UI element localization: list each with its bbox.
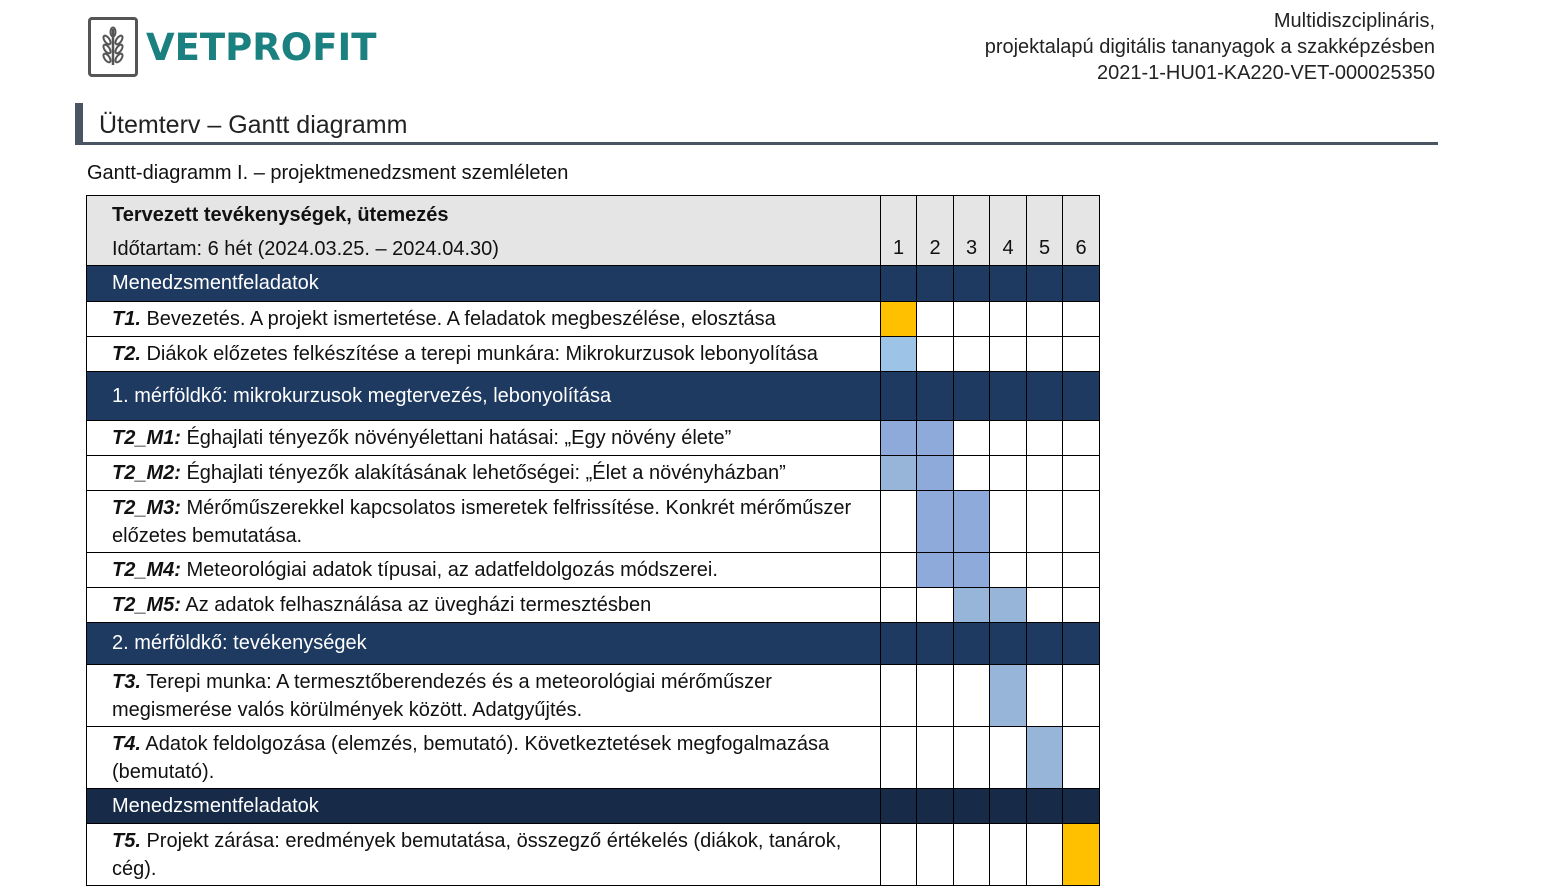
section-week-cell: [881, 372, 917, 421]
gantt-empty-cell: [1063, 421, 1100, 456]
gantt-task-row: [87, 337, 1100, 372]
section-week-cell: [990, 623, 1027, 665]
gantt-task-row: [87, 553, 1100, 588]
gantt-empty-cell: [881, 665, 917, 727]
gantt-empty-cell: [990, 727, 1027, 789]
gantt-task-row: [87, 491, 1100, 553]
gantt-empty-cell: [954, 302, 990, 337]
task-description: [87, 588, 881, 623]
gantt-task-row: [87, 588, 1100, 623]
gantt-empty-cell: [1027, 337, 1063, 372]
section-label: 1. mérföldkő: mikrokurzusok megtervezés, lebonyolítása: [87, 372, 881, 421]
task-description: [87, 727, 881, 789]
gantt-bar-cell: [1063, 824, 1100, 886]
section-week-cell: [917, 266, 954, 302]
task-description: [87, 553, 881, 588]
gantt-empty-cell: [954, 337, 990, 372]
gantt-empty-cell: [917, 337, 954, 372]
gantt-empty-cell: [954, 421, 990, 456]
gantt-empty-cell: [954, 665, 990, 727]
task-code: T2_M5:: [112, 594, 181, 616]
gantt-task-row: [87, 824, 1100, 886]
gantt-section-row: [87, 266, 1100, 302]
gantt-bar-cell: [881, 456, 917, 491]
gantt-empty-cell: [917, 665, 954, 727]
gantt-empty-cell: [1063, 456, 1100, 491]
gantt-empty-cell: [990, 337, 1027, 372]
gantt-bar-cell: [990, 665, 1027, 727]
gantt-empty-cell: [881, 553, 917, 588]
section-week-cell: [881, 623, 917, 665]
gantt-table: [86, 195, 1100, 886]
week-header-4: 4: [990, 196, 1027, 266]
gantt-bar-cell: [917, 491, 954, 553]
gantt-empty-cell: [990, 491, 1027, 553]
task-description: [87, 302, 881, 337]
header-line-2: projektalapú digitális tananyagok a szakképzésben: [984, 36, 1435, 58]
gantt-empty-cell: [1027, 302, 1063, 337]
gantt-task-row: [87, 302, 1100, 337]
section-week-cell: [1063, 372, 1100, 421]
week-header-3: 3: [954, 196, 990, 266]
section-title: Ütemterv – Gantt diagramm: [75, 103, 1438, 145]
gantt-empty-cell: [881, 588, 917, 623]
task-text: Projekt zárása: eredmények bemutatása, összegző értékelés (diákok, tanárok, cég).: [112, 829, 842, 880]
gantt-empty-cell: [990, 824, 1027, 886]
task-code: T2_M2:: [112, 462, 181, 484]
section-week-cell: [1063, 623, 1100, 665]
task-text: Diákok előzetes felkészítése a terepi munkára: Mikrokurzusok lebonyolítása: [146, 343, 818, 365]
week-header-6: 6: [1063, 196, 1100, 266]
gantt-bar-cell: [917, 421, 954, 456]
section-week-cell: [990, 266, 1027, 302]
task-description: [87, 337, 881, 372]
task-text: Terepi munka: A termesztőberendezés és a meteorológiai mérőműszer megismerése valós körülmények között. Adatgyűjtés.: [112, 670, 772, 721]
task-text: Bevezetés. A projekt ismertetése. A feladatok megbeszélése, elosztása: [146, 308, 776, 330]
task-text: Mérőműszerekkel kapcsolatos ismeretek felfrissítése. Konkrét mérőműszer előzetes bemutatása.: [112, 496, 852, 547]
gantt-bar-cell: [990, 588, 1027, 623]
task-code: T2_M4:: [112, 559, 181, 581]
section-week-cell: [1027, 372, 1063, 421]
gantt-empty-cell: [1063, 665, 1100, 727]
section-week-cell: [1027, 623, 1063, 665]
vetprofit-logo: [88, 15, 377, 79]
task-text: Adatok feldolgozása (elemzés, bemutató). Következtetések megfogalmazása (bemutató).: [112, 732, 830, 783]
project-header: [985, 8, 1435, 86]
logo-text: VETPROFIT: [146, 25, 377, 69]
gantt-empty-cell: [881, 824, 917, 886]
gantt-section-row: [87, 789, 1100, 824]
gantt-empty-cell: [990, 553, 1027, 588]
gantt-empty-cell: [954, 727, 990, 789]
task-description: [87, 824, 881, 886]
gantt-header-row: [87, 196, 1100, 266]
section-label: 2. mérföldkő: tevékenységek: [87, 623, 881, 665]
gantt-empty-cell: [990, 456, 1027, 491]
section-week-cell: [954, 789, 990, 824]
section-week-cell: [881, 789, 917, 824]
header-line-3: 2021-1-HU01-KA220-VET-000025350: [1097, 62, 1435, 84]
gantt-empty-cell: [1027, 456, 1063, 491]
task-code: T2_M3:: [112, 496, 181, 519]
gantt-empty-cell: [917, 302, 954, 337]
gantt-empty-cell: [1063, 491, 1100, 553]
task-text: Meteorológiai adatok típusai, az adatfeldolgozás módszerei.: [186, 559, 718, 581]
task-code: T4.: [112, 732, 141, 755]
gantt-bar-cell: [917, 456, 954, 491]
gantt-empty-cell: [917, 824, 954, 886]
gantt-task-row: [87, 421, 1100, 456]
header-activities-label: Tervezett tevékenységek, ütemezés: [112, 204, 449, 226]
gantt-empty-cell: [1027, 421, 1063, 456]
gantt-bar-cell: [954, 553, 990, 588]
section-week-cell: [917, 789, 954, 824]
gantt-empty-cell: [1027, 665, 1063, 727]
gantt-bar-cell: [881, 421, 917, 456]
section-week-cell: [990, 372, 1027, 421]
gantt-bar-cell: [1027, 727, 1063, 789]
gantt-empty-cell: [990, 302, 1027, 337]
gantt-empty-cell: [881, 727, 917, 789]
gantt-empty-cell: [881, 491, 917, 553]
gantt-bar-cell: [954, 491, 990, 553]
gantt-empty-cell: [917, 727, 954, 789]
section-week-cell: [917, 623, 954, 665]
section-week-cell: [1027, 789, 1063, 824]
section-week-cell: [1063, 789, 1100, 824]
gantt-subtitle: Gantt-diagramm I. – projektmenedzsment szemléleten: [87, 162, 569, 184]
section-label: Menedzsmentfeladatok: [87, 789, 881, 824]
task-text: Az adatok felhasználása az üvegházi termesztésben: [185, 594, 652, 616]
gantt-empty-cell: [1027, 588, 1063, 623]
header-duration-label: Időtartam: 6 hét (2024.03.25. – 2024.04.30): [112, 238, 499, 260]
task-code: T2.: [112, 343, 141, 365]
gantt-header-cell: [87, 196, 881, 266]
gantt-empty-cell: [1063, 588, 1100, 623]
gantt-empty-cell: [954, 824, 990, 886]
gantt-empty-cell: [1063, 553, 1100, 588]
gantt-empty-cell: [954, 456, 990, 491]
week-header-2: 2: [917, 196, 954, 266]
gantt-empty-cell: [1063, 337, 1100, 372]
gantt-empty-cell: [1027, 491, 1063, 553]
gantt-empty-cell: [1063, 727, 1100, 789]
task-code: T5.: [112, 829, 141, 852]
gantt-bar-cell: [917, 553, 954, 588]
gantt-body: [87, 266, 1100, 886]
task-code: T3.: [112, 670, 141, 693]
section-week-cell: [1027, 266, 1063, 302]
gantt-empty-cell: [917, 588, 954, 623]
gantt-bar-cell: [954, 588, 990, 623]
section-label: Menedzsmentfeladatok: [87, 266, 881, 302]
gantt-empty-cell: [1027, 824, 1063, 886]
gantt-task-row: [87, 456, 1100, 491]
section-week-cell: [954, 623, 990, 665]
task-description: [87, 665, 881, 727]
week-header-5: 5: [1027, 196, 1063, 266]
task-code: T2_M1:: [112, 427, 181, 449]
section-week-cell: [954, 372, 990, 421]
section-week-cell: [917, 372, 954, 421]
header-line-1: Multidiszciplináris,: [1273, 10, 1435, 32]
gantt-task-row: [87, 727, 1100, 789]
gantt-empty-cell: [990, 421, 1027, 456]
gantt-section-row: [87, 372, 1100, 421]
week-header-1: 1: [881, 196, 917, 266]
section-week-cell: [881, 266, 917, 302]
gantt-section-row: [87, 623, 1100, 665]
section-week-cell: [954, 266, 990, 302]
section-week-cell: [1063, 266, 1100, 302]
task-code: T1.: [112, 308, 141, 330]
gantt-bar-cell: [881, 302, 917, 337]
task-description: [87, 421, 881, 456]
task-description: [87, 491, 881, 553]
gantt-bar-cell: [881, 337, 917, 372]
task-description: [87, 456, 881, 491]
gantt-empty-cell: [1027, 553, 1063, 588]
section-week-cell: [990, 789, 1027, 824]
task-text: Éghajlati tényezők alakításának lehetőségei: „Élet a növényházban”: [186, 462, 786, 484]
task-text: Éghajlati tényezők növényélettani hatásai: „Egy növény élete”: [186, 427, 732, 449]
wheat-icon: [88, 17, 138, 77]
gantt-task-row: [87, 665, 1100, 727]
gantt-empty-cell: [1063, 302, 1100, 337]
